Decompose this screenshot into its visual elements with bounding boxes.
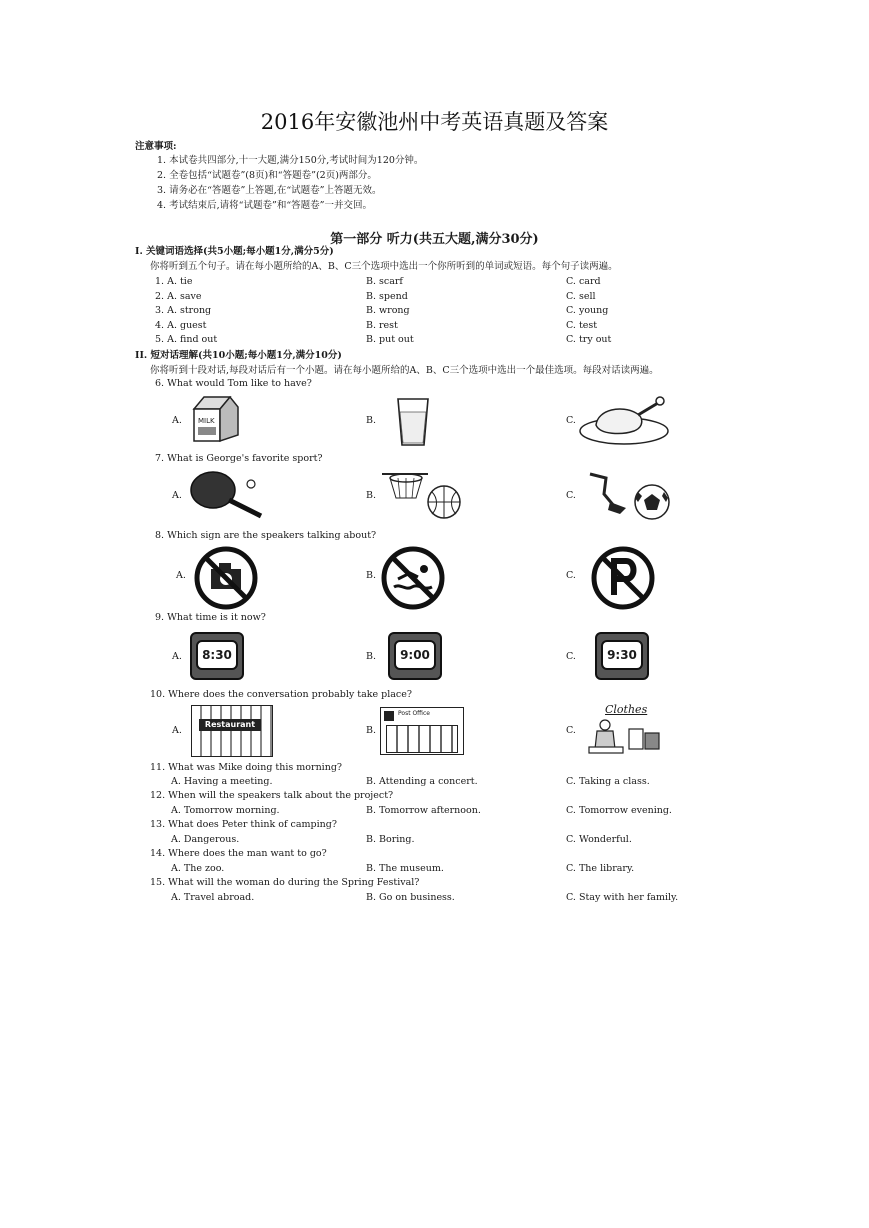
- q8-label-c: C.: [566, 570, 576, 581]
- q8-label-a: A.: [176, 570, 186, 581]
- restaurant-building-icon: [187, 705, 275, 755]
- notice-item: 3. 请务必在“答题卷”上答题,在“试题卷”上答题无效。: [157, 185, 382, 196]
- digital-clock-icon: [595, 628, 649, 678]
- q2-option-c: C. sell: [566, 291, 596, 302]
- football-icon: [580, 470, 672, 522]
- milk-carton-icon: [190, 395, 242, 443]
- q13-option-c: C. Wonderful.: [566, 834, 632, 845]
- q10-label-a: A.: [172, 725, 182, 736]
- basketball-icon: [378, 468, 468, 522]
- q15-question: 15. What will the woman do during the Spring Festival?: [150, 877, 420, 888]
- q5-option-b: B. put out: [366, 334, 414, 345]
- digital-clock-icon: [388, 628, 442, 678]
- q11-question: 11. What was Mike doing this morning?: [150, 762, 343, 773]
- clock-display: 9:30: [601, 640, 643, 670]
- q12-option-b: B. Tomorrow afternoon.: [366, 805, 481, 816]
- q3-option-a: 3. A. strong: [155, 305, 212, 316]
- q10-label-b: B.: [366, 725, 377, 736]
- post-office-building-icon: [378, 703, 466, 755]
- clothes-sign: Clothes: [605, 703, 648, 716]
- q15-option-c: C. Stay with her family.: [566, 892, 679, 903]
- no-swimming-sign-icon: [380, 545, 446, 611]
- q10-label-c: C.: [566, 725, 576, 736]
- q15-option-b: B. Go on business.: [366, 892, 455, 903]
- q5-option-a: 5. A. find out: [155, 334, 218, 345]
- q1-option-b: B. scarf: [366, 276, 403, 287]
- section1-heading: I. 关键词语选择(共5小题;每小题1分,满分5分): [135, 246, 334, 257]
- q7-label-c: C.: [566, 490, 576, 501]
- q14-option-b: B. The museum.: [366, 863, 444, 874]
- notice-item: 1. 本试卷共四部分,十一大题,满分150分,考试时间为120分钟。: [157, 155, 424, 166]
- notice-heading: 注意事项:: [135, 141, 177, 152]
- q4-option-a: 4. A. guest: [155, 320, 207, 331]
- q3-option-c: C. young: [566, 305, 609, 316]
- q12-option-a: A. Tomorrow morning.: [171, 805, 280, 816]
- restaurant-sign: Restaurant: [199, 719, 261, 731]
- no-parking-sign-icon: [590, 545, 656, 611]
- section2-instruction: 你将听到十段对话,每段对话后有一个小题。请在每小题所给的A、B、C三个选项中选出一个最佳选项。每段对话读两遍。: [150, 365, 659, 376]
- q15-option-a: A. Travel abroad.: [171, 892, 255, 903]
- svg-text:MILK: MILK: [198, 417, 215, 425]
- q10-question: 10. Where does the conversation probably take place?: [150, 689, 412, 700]
- clothes-shop-icon: [583, 703, 663, 755]
- q14-option-c: C. The library.: [566, 863, 635, 874]
- post-office-sign: Post Office: [398, 710, 430, 717]
- notice-item: 4. 考试结束后,请将“试题卷”和“答题卷”一并交回。: [157, 200, 373, 211]
- q4-option-c: C. test: [566, 320, 598, 331]
- section1-instruction: 你将听到五个句子。请在每小题所给的A、B、C三个选项中选出一个你所听到的单词或短语。每个句子读两遍。: [150, 261, 618, 272]
- chicken-leg-icon: [578, 395, 673, 447]
- q7-question: 7. What is George's favorite sport?: [155, 453, 323, 464]
- q9-label-b: B.: [366, 651, 377, 662]
- q9-label-c: C.: [566, 651, 576, 662]
- ping-pong-icon: [187, 470, 269, 522]
- q6-label-b: B.: [366, 415, 377, 426]
- clock-display: 9:00: [394, 640, 436, 670]
- q3-option-b: B. wrong: [366, 305, 410, 316]
- q6-label-a: A.: [172, 415, 182, 426]
- q12-option-c: C. Tomorrow evening.: [566, 805, 672, 816]
- q8-question: 8. Which sign are the speakers talking about?: [155, 530, 377, 541]
- q13-option-b: B. Boring.: [366, 834, 415, 845]
- q13-question: 13. What does Peter think of camping?: [150, 819, 337, 830]
- q14-option-a: A. The zoo.: [171, 863, 225, 874]
- q9-question: 9. What time is it now?: [155, 612, 266, 623]
- q1-option-a: 1. A. tie: [155, 276, 193, 287]
- q13-option-a: A. Dangerous.: [171, 834, 240, 845]
- q11-option-c: C. Taking a class.: [566, 776, 650, 787]
- section2-heading: II. 短对话理解(共10小题;每小题1分,满分10分): [135, 350, 342, 361]
- q2-option-b: B. spend: [366, 291, 408, 302]
- notice-item: 2. 全卷包括“试题卷”(8页)和“答题卷”(2页)两部分。: [157, 170, 377, 181]
- glass-of-water-icon: [395, 396, 431, 448]
- q4-option-b: B. rest: [366, 320, 398, 331]
- q6-question: 6. What would Tom like to have?: [155, 378, 312, 389]
- q7-label-b: B.: [366, 490, 377, 501]
- q14-question: 14. Where does the man want to go?: [150, 848, 327, 859]
- q7-label-a: A.: [172, 490, 182, 501]
- q2-option-a: 2. A. save: [155, 291, 202, 302]
- q8-label-b: B.: [366, 570, 377, 581]
- q12-question: 12. When will the speakers talk about the project?: [150, 790, 394, 801]
- q9-label-a: A.: [172, 651, 182, 662]
- q1-option-c: C. card: [566, 276, 601, 287]
- q6-label-c: C.: [566, 415, 576, 426]
- q11-option-b: B. Attending a concert.: [366, 776, 478, 787]
- no-photo-sign-icon: [193, 545, 259, 611]
- digital-clock-icon: [190, 628, 244, 678]
- clock-display: 8:30: [196, 640, 238, 670]
- page-title: 2016年安徽池州中考英语真题及答案: [260, 110, 609, 134]
- part1-heading: 第一部分 听力(共五大题,满分30分): [330, 232, 539, 247]
- q11-option-a: A. Having a meeting.: [171, 776, 273, 787]
- q5-option-c: C. try out: [566, 334, 612, 345]
